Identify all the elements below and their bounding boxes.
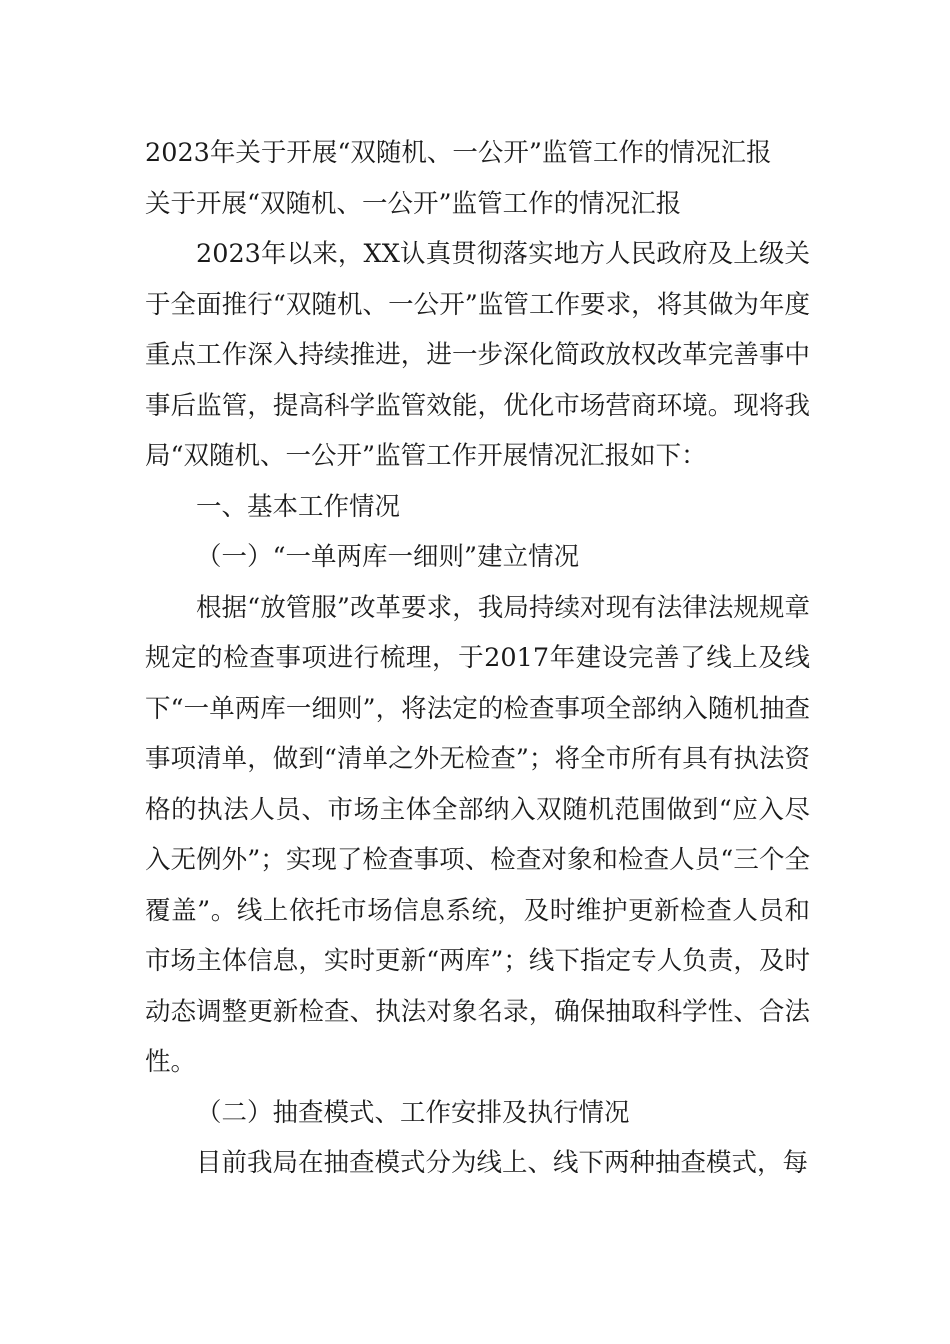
document-subtitle: 关于开展“双随机、一公开”监管工作的情况汇报 [145, 188, 682, 219]
intro-paragraph: 2023年以来，XX认真贯彻落实地方人民政府及上级关于全面推行“双随机、一公开”监管工作要求，将其做为年度重点工作深入持续推进，进一步深化简政放权改革完善事中事后监管，提高科学监管效能，优化市场营商环境。现将我局“双随机、一公开”监管工作开展情况汇报如下： [145, 239, 810, 471]
section-heading-basic-work: 一、基本工作情况 [196, 491, 401, 522]
document-title: 2023年关于开展“双随机、一公开”监管工作的情况汇报 [145, 138, 772, 168]
subsection-one-paragraph: 根据“放管服”改革要求，我局持续对现有法律法规规章规定的检查事项进行梳理，于2017年建设完善了线上及线下“一单两库一细则”，将法定的检查事项全部纳入随机抽查事项清单，做到“清单之外无检查”；将全市所有具有执法资格的执法人员、市场主体全部纳入双随机范围做到“应入尽入无例外”；实现了检查事项、检查对象和检查人员“三个全覆盖”。线上依托市场信息系统，及时维护更新检查人员和市场主体信息，实时更新“两库”；线下指定专人负责，及时动态调整更新检查、执法对象名录，确保抽取科学性、合法性。 [145, 592, 810, 1077]
subsection-two-paragraph: 目前我局在抽查模式分为线上、线下两种抽查模式，每 [196, 1148, 809, 1178]
subsection-heading-two: （二）抽查模式、工作安排及执行情况 [196, 1097, 630, 1128]
document-body [145, 128, 810, 1189]
subsection-heading-one: （一）“一单两库一细则”建立情况 [196, 542, 580, 572]
